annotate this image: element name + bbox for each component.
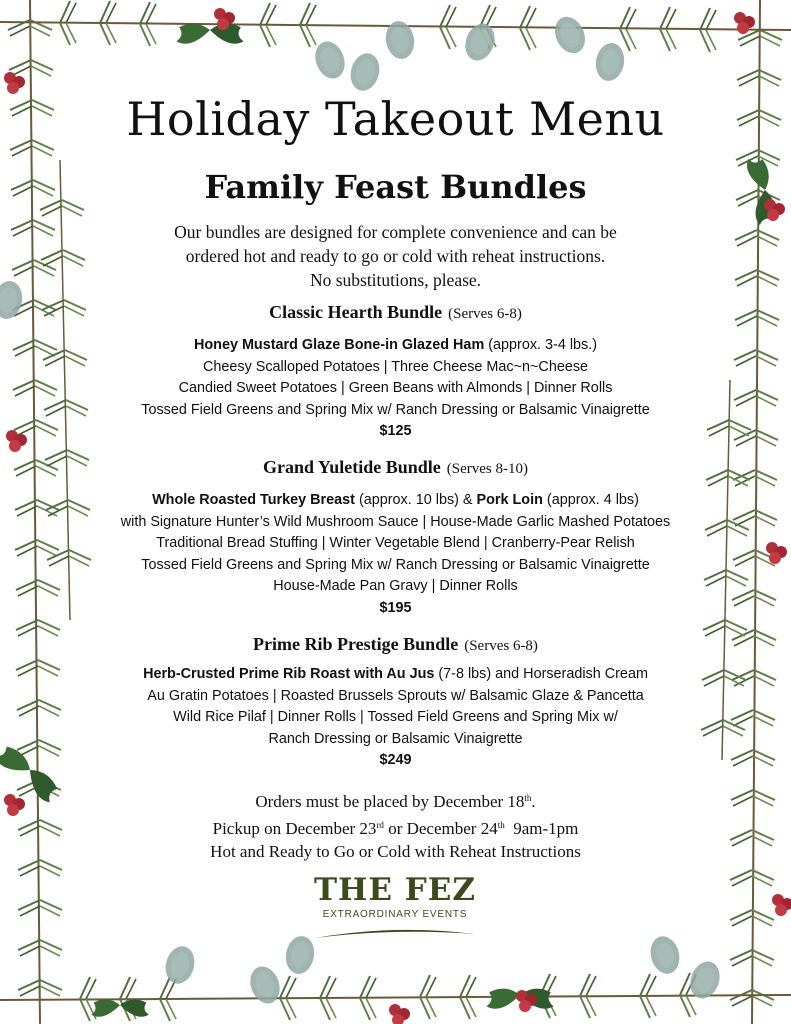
bundle-main-detail-2: (approx. 4 lbs)	[542, 492, 639, 508]
ordinal-suffix: th	[497, 819, 505, 830]
bundle-main-dish: Whole Roasted Turkey Breast	[152, 492, 355, 508]
bundle-line: Ranch Dressing or Balsamic Vinaigrette	[268, 730, 523, 747]
bundle-line: Traditional Bread Stuffing | Winter Vegetable Blend | Cranberry-Pear Relish	[156, 535, 635, 551]
bundle-main-dish: Herb-Crusted Prime Rib Roast with Au Jus	[143, 666, 435, 682]
logo-tagline: EXTRAORDINARY EVENTS	[322, 909, 468, 920]
bundle-line: Wild Rice Pilaf | Dinner Rolls | Tossed Field Greens and Spring Mix w/	[173, 709, 618, 725]
ordinal-suffix: th	[524, 793, 532, 803]
intro-text	[0, 220, 791, 292]
order-info	[0, 787, 791, 864]
bundle-2-heading	[0, 457, 791, 478]
bundle-price: $125	[379, 423, 412, 439]
bundle-line: Tossed Field Greens and Spring Mix w/ Ranch Dressing or Balsamic Vinaigrette	[141, 401, 650, 418]
ordinal-suffix: rd	[376, 819, 384, 830]
page-subtitle: Family Feast Bundles	[204, 168, 587, 206]
bundle-name: Prime Rib Prestige Bundle	[253, 634, 459, 654]
bundle-main-detail: (7-8 lbs) and Horseradish Cream	[434, 666, 648, 682]
bundle-line: with Signature Hunter’s Wild Mushroom Sauce | House-Made Garlic Mashed Potatoes	[120, 513, 671, 530]
bundle-3-items	[0, 664, 791, 772]
order-deadline-text: Orders must be placed by December 18	[255, 792, 525, 811]
logo-name: THE FEZ	[313, 872, 477, 908]
pickup-hours: 9am-1pm	[504, 818, 579, 838]
bundle-line: Candied Sweet Potatoes | Green Beans with Almonds | Dinner Rolls	[178, 380, 613, 396]
pickup-text-2: or December 24	[383, 818, 498, 838]
bundle-line: Cheesy Scalloped Potatoes | Three Cheese Mac~n~Cheese	[202, 358, 589, 375]
bundle-1-heading	[0, 302, 791, 323]
reheat-info: Hot and Ready to Go or Cold with Reheat Instructions	[210, 842, 581, 861]
intro-line: Our bundles are designed for complete convenience and can be	[174, 222, 617, 242]
fez-logo	[300, 872, 490, 942]
bundle-line: Au Gratin Potatoes | Roasted Brussels Sprouts w/ Balsamic Glaze & Pancetta	[147, 687, 644, 704]
logo-swoosh-icon	[300, 922, 490, 942]
order-deadline-end: .	[531, 792, 536, 811]
bundle-name: Grand Yuletide Bundle	[263, 457, 441, 477]
bundle-main-detail: (approx. 10 lbs) &	[354, 492, 477, 508]
pickup-text: Pickup on December 23	[212, 818, 377, 838]
intro-line: ordered hot and ready to go or cold with reheat instructions.	[185, 246, 606, 266]
bundle-main-line	[0, 335, 791, 357]
bundle-2-items	[0, 490, 791, 619]
bundle-main-dish-2: Pork Loin	[476, 492, 543, 508]
bundle-price: $195	[379, 599, 412, 616]
bundle-serves: (Serves 8-10)	[446, 461, 528, 477]
bundle-main-detail: (approx. 3-4 lbs.)	[484, 337, 598, 353]
bundle-1-items	[0, 335, 791, 443]
intro-line: No substitutions, please.	[309, 270, 482, 290]
page-title: Holiday Takeout Menu	[126, 92, 665, 146]
bundle-main-line	[0, 490, 791, 512]
bundle-main-line	[0, 664, 791, 686]
pickup-info	[0, 814, 791, 841]
order-deadline	[0, 787, 791, 814]
bundle-line: Tossed Field Greens and Spring Mix w/ Ranch Dressing or Balsamic Vinaigrette	[141, 556, 650, 573]
bundle-serves: (Serves 6-8)	[448, 306, 522, 322]
bundle-serves: (Serves 6-8)	[464, 638, 538, 654]
bundle-price: $249	[379, 752, 412, 768]
bundle-3-heading	[0, 634, 791, 655]
bundle-line: House-Made Pan Gravy | Dinner Rolls	[273, 578, 518, 594]
bundle-main-dish: Honey Mustard Glaze Bone-in Glazed Ham	[193, 337, 485, 353]
bundle-name: Classic Hearth Bundle	[269, 302, 443, 322]
